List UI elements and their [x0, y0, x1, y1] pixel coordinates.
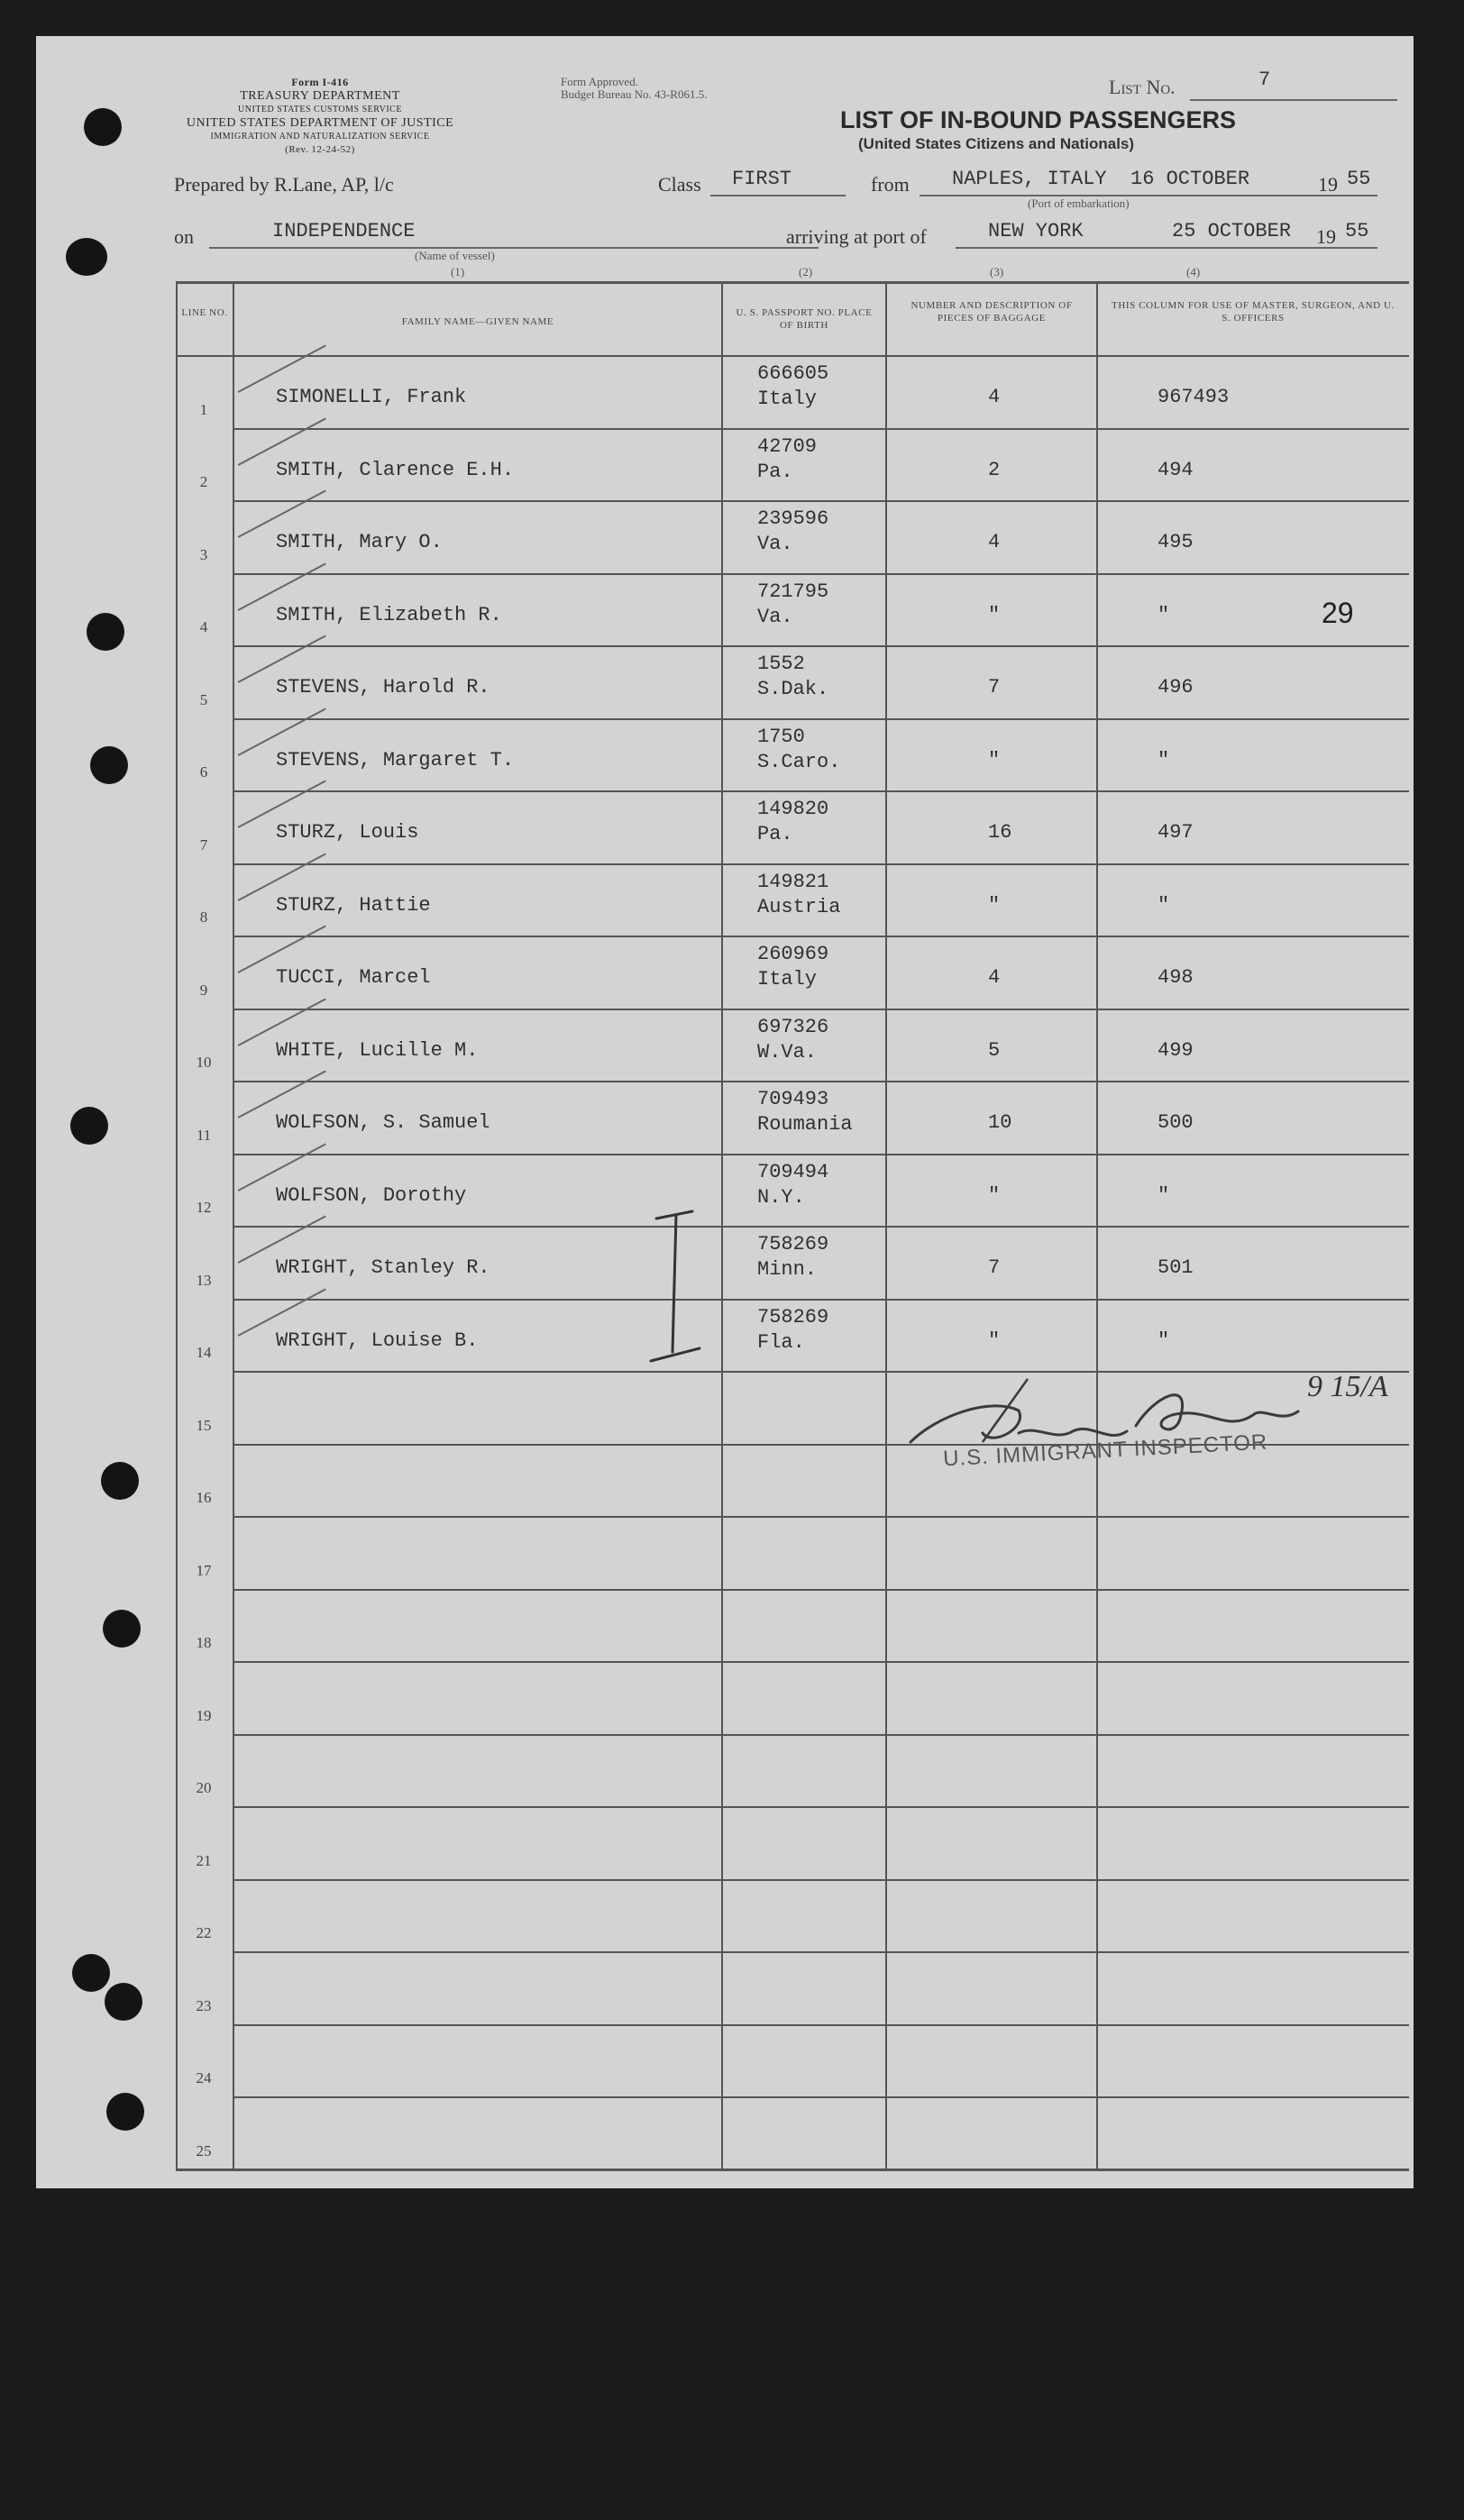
- column-index-3: (3): [990, 265, 1004, 278]
- treasury-department: TREASURY DEPARTMENT: [240, 89, 400, 103]
- line-number: 16: [196, 1489, 212, 1506]
- line-number: 1: [199, 401, 208, 418]
- row-rule: [233, 1879, 1409, 1881]
- line-number: 7: [199, 836, 208, 854]
- budget-bureau: Budget Bureau No. 43-R061.5.: [561, 87, 708, 101]
- officer-number: 494: [1157, 459, 1194, 481]
- passport-number: 666605: [757, 362, 829, 385]
- port-embark-caption: (Port of embarkation): [1028, 196, 1130, 210]
- passport-number: 239596: [757, 507, 829, 530]
- row-rule: [233, 936, 1409, 937]
- arrival-year-prefix: 19: [1316, 225, 1336, 248]
- row-rule: [233, 1951, 1409, 1953]
- row-rule: [233, 1299, 1409, 1301]
- officer-number: 496: [1157, 676, 1194, 698]
- place-of-birth: S.Dak.: [757, 678, 829, 700]
- line-number: 14: [196, 1344, 212, 1361]
- row-rule: [233, 1226, 1409, 1228]
- baggage-count: ": [988, 604, 1001, 626]
- passenger-name: STURZ, Hattie: [276, 894, 431, 917]
- line-number: 20: [196, 1779, 212, 1796]
- line-number: 10: [196, 1054, 212, 1071]
- baggage-count: 10: [988, 1111, 1012, 1134]
- margin-number: 29: [1322, 597, 1354, 629]
- row-rule: [233, 573, 1409, 575]
- line-number: 17: [196, 1562, 212, 1579]
- manifest-page: [36, 36, 1414, 2188]
- header-baggage: NUMBER AND DESCRIPTION OF PIECES OF BAGGAGE: [910, 300, 1073, 324]
- passport-number: 260969: [757, 943, 829, 965]
- line-number: 6: [199, 763, 208, 781]
- class-label: Class: [658, 173, 701, 196]
- depart-year-prefix: 19: [1318, 173, 1338, 196]
- arrival-year: 55: [1345, 220, 1369, 242]
- list-no-label: List No.: [1109, 76, 1176, 98]
- column-index-4: (4): [1186, 265, 1201, 278]
- place-of-birth: Italy: [757, 388, 818, 410]
- passenger-name: TUCCI, Marcel: [276, 966, 431, 989]
- passport-number: 42709: [757, 435, 818, 458]
- row-rule: [233, 428, 1409, 430]
- officer-number: 499: [1157, 1039, 1194, 1062]
- revision-date: (Rev. 12-24-52): [285, 144, 355, 155]
- inspector-stamp: U.S. IMMIGRANT INSPECTOR: [942, 1429, 1268, 1472]
- place-of-birth: Italy: [757, 968, 818, 991]
- officer-number: 497: [1157, 821, 1194, 844]
- line-number: 3: [199, 546, 208, 563]
- line-number: 13: [196, 1272, 212, 1289]
- row-rule: [233, 1589, 1409, 1591]
- place-of-birth: Austria: [757, 896, 841, 918]
- passport-number: 1552: [757, 653, 805, 675]
- vessel-name: INDEPENDENCE: [272, 220, 416, 242]
- column-divider: [233, 281, 234, 2168]
- place-of-birth: W.Va.: [757, 1041, 818, 1064]
- row-rule: [233, 2096, 1409, 2098]
- place-of-birth: Pa.: [757, 823, 793, 845]
- line-number: 2: [199, 473, 208, 490]
- line-number: 23: [196, 1997, 212, 2014]
- place-of-birth: Fla.: [757, 1331, 805, 1354]
- passport-number: 1750: [757, 726, 805, 748]
- passport-number: 709493: [757, 1088, 829, 1110]
- row-rule: [233, 718, 1409, 720]
- passport-number: 697326: [757, 1016, 829, 1038]
- officer-number: ": [1157, 894, 1170, 917]
- line-number: 12: [196, 1199, 212, 1216]
- line-number: 24: [196, 2069, 212, 2086]
- passenger-name: WOLFSON, Dorothy: [276, 1184, 467, 1207]
- from-label: from: [871, 173, 910, 196]
- officer-number: ": [1157, 1329, 1170, 1352]
- line-number: 19: [196, 1707, 212, 1724]
- passport-number: 758269: [757, 1306, 829, 1328]
- header-line-no: LINE NO.: [181, 307, 228, 318]
- form-approved: Form Approved.: [561, 75, 638, 88]
- baggage-count: 2: [988, 459, 1001, 481]
- baggage-count: 7: [988, 1256, 1001, 1279]
- row-rule: [233, 863, 1409, 865]
- officer-number: ": [1157, 749, 1170, 772]
- header-officers: THIS COLUMN FOR USE OF MASTER, SURGEON, AND U. S. OFFICERS: [1112, 300, 1395, 324]
- passenger-name: STEVENS, Harold R.: [276, 676, 490, 698]
- officer-number: 500: [1157, 1111, 1194, 1134]
- column-index-2: (2): [799, 265, 813, 278]
- customs-service: UNITED STATES CUSTOMS SERVICE: [238, 105, 402, 114]
- column-divider: [885, 281, 887, 2168]
- list-no-value: 7: [1258, 68, 1271, 91]
- passenger-name: WRIGHT, Stanley R.: [276, 1256, 490, 1279]
- passenger-name: WOLFSON, S. Samuel: [276, 1111, 490, 1134]
- page-title: LIST OF IN-BOUND PASSENGERS: [840, 106, 1237, 133]
- place-of-birth: Roumania: [757, 1113, 853, 1136]
- passport-number: 149821: [757, 871, 829, 893]
- arriving-label: arriving at port of: [786, 225, 927, 248]
- table-left-border: [176, 281, 178, 2168]
- row-rule: [233, 1734, 1409, 1736]
- passport-number: 758269: [757, 1233, 829, 1255]
- baggage-count: ": [988, 1184, 1001, 1207]
- baggage-count: 7: [988, 676, 1001, 698]
- column-divider: [721, 281, 723, 2168]
- signature-date: 9 15/A: [1307, 1370, 1388, 1403]
- passenger-name: SIMONELLI, Frank: [276, 386, 467, 408]
- line-number: 8: [199, 908, 208, 926]
- place-of-birth: Pa.: [757, 461, 793, 483]
- depart-date: 16 OCTOBER: [1130, 168, 1250, 190]
- passenger-name: SMITH, Elizabeth R.: [276, 604, 502, 626]
- form-number: Form I-416: [291, 76, 349, 88]
- baggage-count: 4: [988, 966, 1001, 989]
- passport-number: 149820: [757, 798, 829, 820]
- line-number: 11: [196, 1127, 212, 1144]
- ins-service: IMMIGRATION AND NATURALIZATION SERVICE: [210, 132, 430, 142]
- header-passport: U. S. PASSPORT NO. PLACE OF BIRTH: [736, 307, 873, 331]
- line-number: 9: [199, 982, 208, 999]
- passenger-table: [36, 36, 1414, 2188]
- baggage-count: 4: [988, 531, 1001, 553]
- row-rule: [233, 1806, 1409, 1808]
- arrival-date: 25 OCTOBER: [1172, 220, 1292, 242]
- officer-number: ": [1157, 604, 1170, 626]
- arrival-port: NEW YORK: [988, 220, 1084, 242]
- handwritten-bracket: [645, 1208, 718, 1370]
- officer-number: 501: [1157, 1256, 1194, 1279]
- page-subtitle: (United States Citizens and Nationals): [858, 135, 1135, 152]
- row-rule: [233, 1516, 1409, 1518]
- vessel-caption: (Name of vessel): [415, 249, 495, 262]
- officer-number: ": [1157, 1184, 1170, 1207]
- place-of-birth: Va.: [757, 606, 793, 628]
- place-of-birth: S.Caro.: [757, 751, 841, 773]
- baggage-count: ": [988, 894, 1001, 917]
- row-rule: [233, 2024, 1409, 2026]
- row-rule: [233, 1009, 1409, 1010]
- baggage-count: 4: [988, 386, 1001, 408]
- table-bottom-border: [176, 2168, 1409, 2171]
- table-header-bottom: [176, 355, 1409, 357]
- from-value: NAPLES, ITALY: [952, 168, 1107, 190]
- place-of-birth: N.Y.: [757, 1186, 805, 1209]
- column-divider: [1096, 281, 1098, 2168]
- line-number: 22: [196, 1924, 212, 1941]
- row-rule: [233, 1081, 1409, 1082]
- passport-number: 721795: [757, 580, 829, 603]
- depart-year: 55: [1347, 168, 1371, 190]
- line-number: 4: [199, 618, 208, 635]
- place-of-birth: Minn.: [757, 1258, 818, 1281]
- column-index-1: (1): [451, 265, 465, 278]
- row-rule: [233, 1154, 1409, 1155]
- line-number: 5: [199, 691, 208, 708]
- passport-number: 709494: [757, 1161, 829, 1183]
- baggage-count: 5: [988, 1039, 1001, 1062]
- passenger-name: WHITE, Lucille M.: [276, 1039, 479, 1062]
- officer-number: 967493: [1157, 386, 1230, 408]
- baggage-count: 16: [988, 821, 1012, 844]
- row-rule: [233, 1661, 1409, 1663]
- officer-number: 495: [1157, 531, 1194, 553]
- prepared-by: Prepared by R.Lane, AP, l/c: [174, 173, 394, 196]
- passenger-name: WRIGHT, Louise B.: [276, 1329, 479, 1352]
- row-rule: [233, 790, 1409, 792]
- line-number: 18: [196, 1634, 212, 1651]
- place-of-birth: Va.: [757, 533, 793, 555]
- header-name: FAMILY NAME—GIVEN NAME: [401, 316, 554, 327]
- table-top-border: [176, 281, 1409, 284]
- officer-number: 498: [1157, 966, 1194, 989]
- row-rule: [233, 500, 1409, 502]
- row-rule: [233, 645, 1409, 647]
- baggage-count: ": [988, 749, 1001, 772]
- passenger-name: STURZ, Louis: [276, 821, 419, 844]
- line-number: 21: [196, 1852, 212, 1869]
- justice-department: UNITED STATES DEPARTMENT OF JUSTICE: [186, 116, 454, 130]
- baggage-count: ": [988, 1329, 1001, 1352]
- line-number: 15: [196, 1417, 212, 1434]
- on-label: on: [174, 225, 194, 248]
- passenger-name: STEVENS, Margaret T.: [276, 749, 515, 772]
- passenger-name: SMITH, Mary O.: [276, 531, 443, 553]
- line-number: 25: [196, 2142, 212, 2159]
- passenger-name: SMITH, Clarence E.H.: [276, 459, 515, 481]
- class-value: FIRST: [732, 168, 792, 190]
